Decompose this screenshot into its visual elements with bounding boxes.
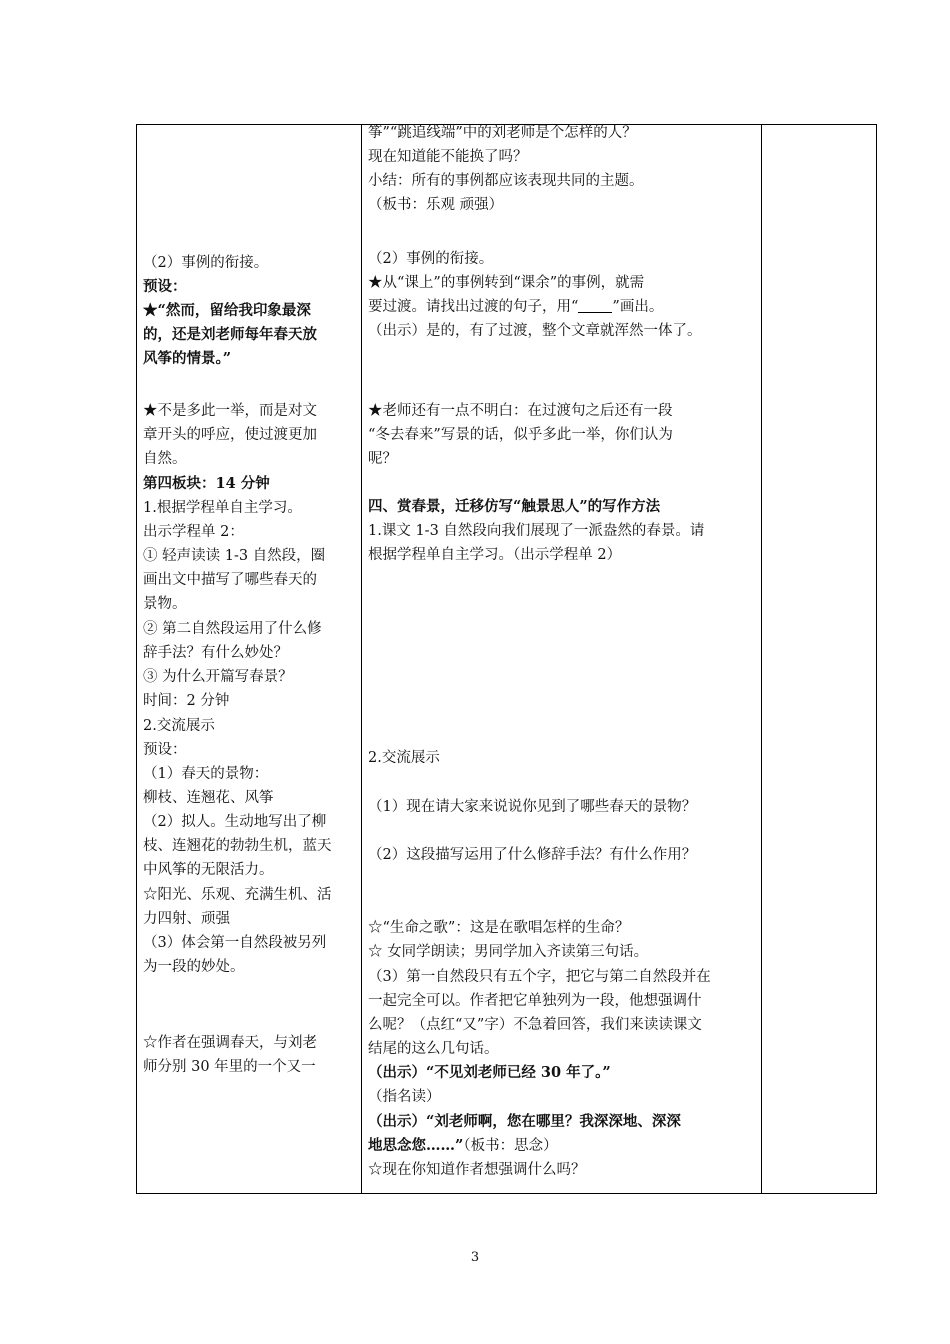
text-line: 枝、连翘花的勃勃生机，蓝天 — [143, 838, 332, 854]
text-line: 一起完全可以。作者把它单独列为一段，他想强调什 — [368, 993, 702, 1009]
lesson-plan-table — [136, 124, 877, 1194]
fill-blank — [578, 298, 612, 313]
text-line: 预设： — [143, 278, 187, 295]
text-line: 筝”“跳追线端”中的刘老师是个怎样的人？ — [368, 125, 637, 141]
text-line: 么呢？（点红“又”字）不急着回答，我们来读读课文 — [368, 1017, 702, 1033]
text-line: （板书：乐观 顽强） — [368, 197, 504, 213]
text-line: ☆ 女同学朗读；男同学加入齐读第三句话。 — [368, 944, 649, 960]
text-line: ③ 为什么开篇写春景？ — [143, 669, 293, 685]
text-line: （1）现在请大家来说说你见到了哪些春天的景物？ — [368, 799, 697, 815]
text-line: （2）事例的衔接。 — [143, 255, 269, 271]
text-line: 自然。 — [143, 451, 187, 467]
text-line: 为一段的妙处。 — [143, 959, 245, 975]
text-line: “冬去春来”写景的话，似乎多此一举，你们认为 — [368, 427, 673, 443]
text-line: 要过渡。请找出过渡的句子，用“ ”画出。 — [368, 299, 664, 315]
text-line: ☆现在你知道作者想强调什么吗？ — [368, 1162, 586, 1178]
text-line: （出示）“不见刘老师已经 30 年了。” — [368, 1064, 611, 1081]
text-line: （3）体会第一自然段被另列 — [143, 935, 327, 951]
text-line: ★“然而，留给我印象最深 — [143, 302, 311, 319]
text-line: 1.根据学程单自主学习。 — [143, 500, 302, 516]
text-line: （2）拟人。生动地写出了柳 — [143, 814, 327, 830]
text-line: ★不是多此一举，而是对文 — [143, 403, 317, 419]
student-activity-column — [143, 125, 355, 1193]
text-line: 中风筝的无限活力。 — [143, 862, 274, 878]
text-line: ★从“课上”的事例转到“课余”的事例，就需 — [368, 275, 645, 291]
text-line: （2）这段描写运用了什么修辞手法？有什么作用？ — [368, 847, 697, 863]
notes-column — [763, 125, 873, 1193]
text-line: 结尾的这么几句话。 — [368, 1041, 499, 1057]
text-line: 出示学程单 2： — [143, 524, 244, 540]
text-line: 1.课文 1-3 自然段向我们展现了一派盎然的春景。请 — [368, 523, 705, 539]
text-line: 第四板块：14 分钟 — [143, 475, 270, 492]
text-line: ☆“生命之歌”：这是在歌唱怎样的生命？ — [368, 920, 630, 936]
text-line: 画出文中描写了哪些春天的 — [143, 572, 317, 588]
text-line: 四、赏春景，迁移仿写“触景思人”的写作方法 — [368, 498, 661, 515]
text-line: 柳枝、连翘花、风筝 — [143, 790, 274, 806]
text-line: 风筝的情景。” — [143, 350, 232, 367]
text-line: 辞手法？有什么妙处？ — [143, 645, 288, 661]
text-line: （出示）“刘老师啊，您在哪里？我深深地、深深 — [368, 1113, 681, 1130]
text-line: （出示）是的，有了过渡，整个文章就浑然一体了。 — [368, 323, 702, 339]
text-line: 地思念您……”（板书：思念） — [368, 1137, 558, 1154]
text-line: 预设： — [143, 742, 187, 758]
text-line: 时间：2 分钟 — [143, 693, 230, 709]
page-number: 3 — [470, 1250, 480, 1265]
text-line: （2）事例的衔接。 — [368, 251, 494, 267]
teacher-activity-column — [368, 125, 758, 1193]
text-line: 根据学程单自主学习。（出示学程单 2） — [368, 547, 622, 563]
text-line: 的，还是刘老师每年春天放 — [143, 326, 317, 343]
text-line: ☆作者在强调春天，与刘老 — [143, 1035, 317, 1051]
text-line: 2.交流展示 — [368, 750, 440, 766]
text-line: 师分别 30 年里的一个又一 — [143, 1059, 316, 1075]
column-divider — [761, 125, 762, 1193]
text-line: （3）第一自然段只有五个字，把它与第二自然段并在 — [368, 969, 711, 985]
text-line: ② 第二自然段运用了什么修 — [143, 621, 322, 637]
text-line: 力四射、顽强 — [143, 911, 230, 927]
text-line: ☆阳光、乐观、充满生机、活 — [143, 887, 332, 903]
text-line: （指名读） — [368, 1089, 441, 1105]
text-line: 现在知道能不能换了吗？ — [368, 149, 528, 165]
column-divider — [361, 125, 362, 1193]
text-line: 2.交流展示 — [143, 718, 215, 734]
text-line: ① 轻声读读 1-3 自然段，圈 — [143, 548, 326, 564]
text-line: （1）春天的景物： — [143, 766, 269, 782]
text-line: 小结：所有的事例都应该表现共同的主题。 — [368, 173, 644, 189]
text-line: ★老师还有一点不明白：在过渡句之后还有一段 — [368, 403, 673, 419]
text-line: 景物。 — [143, 596, 187, 612]
text-line: 章开头的呼应，使过渡更加 — [143, 427, 317, 443]
text-line: 呢？ — [368, 451, 397, 467]
